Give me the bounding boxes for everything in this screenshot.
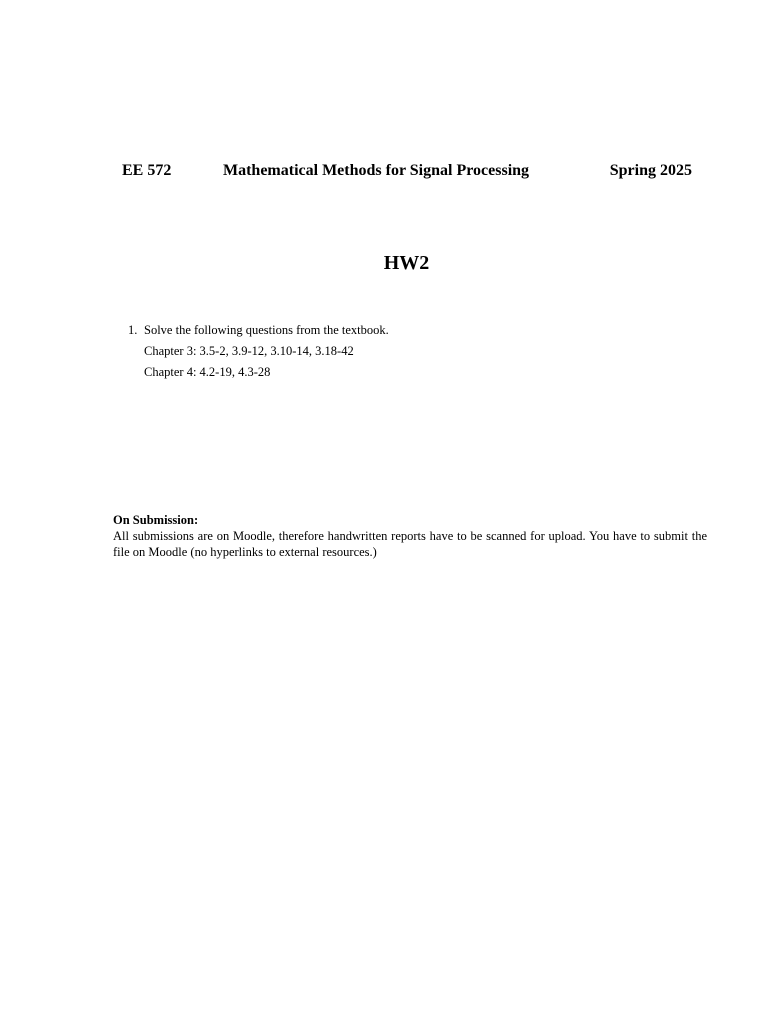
question-chapter-3: Chapter 3: 3.5-2, 3.9-12, 3.10-14, 3.18-42 [144,344,354,358]
question-text: Solve the following questions from the textbook. [144,323,389,337]
course-header [122,162,692,182]
submission-section [113,512,707,560]
submission-body: All submissions are on Moodle, therefore handwritten reports have to be scanned for upload. You have to submit the file on Moodle (no hyperlinks to external resources.) [113,529,707,559]
course-term: Spring 2025 [609,162,692,179]
question-number: 1. [128,323,138,337]
course-title: Mathematical Methods for Signal Processing [223,162,530,179]
question-item [128,320,389,383]
homework-title: HW2 [383,252,430,274]
question-list [128,320,389,383]
submission-heading: On Submission: [113,513,199,527]
question-chapter-4: Chapter 4: 4.2-19, 4.3-28 [144,365,271,379]
course-code: EE 572 [122,162,172,179]
